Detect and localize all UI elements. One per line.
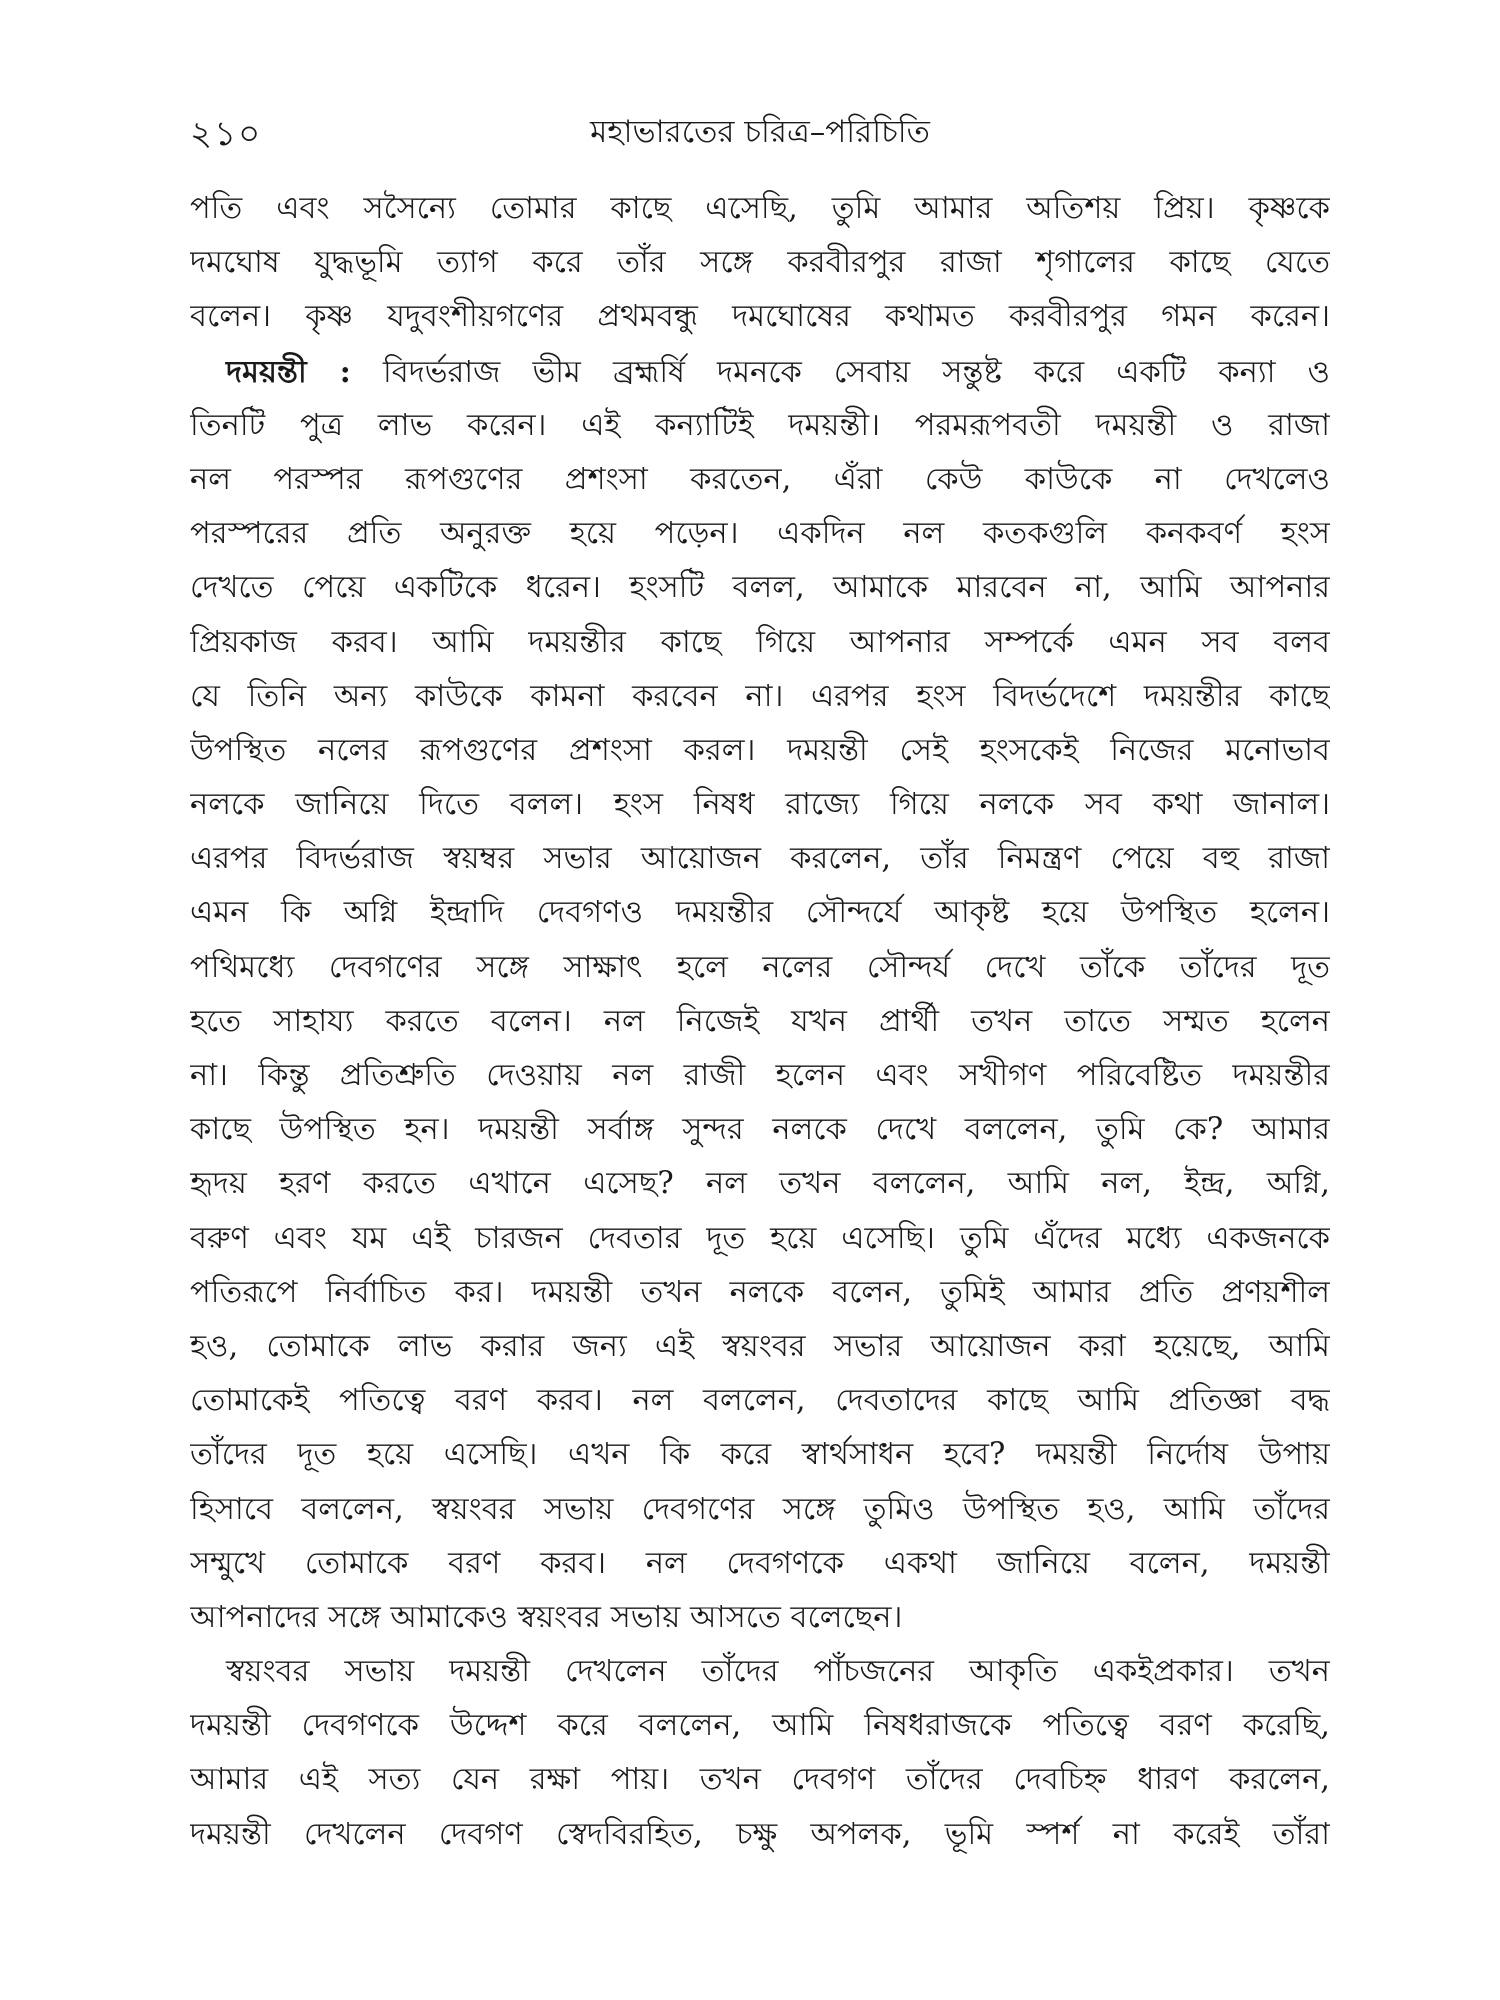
text-line: সম্মুখে তোমাকে বরণ করব। নল দেবগণকে একথা জানিয়ে বলেন, দময়ন্তী bbox=[190, 1545, 1330, 1581]
text-line: দেখতে পেয়ে একটিকে ধরেন। হংসটি বলল, আমাকে মারবেন না, আমি আপনার bbox=[190, 570, 1330, 606]
text-line: যে তিনি অন্য কাউকে কামনা করবেন না। এরপর হংস বিদর্ভদেশে দময়ন্তীর কাছে bbox=[190, 678, 1330, 714]
text-line-section-start bbox=[190, 345, 1330, 399]
body-text bbox=[190, 182, 1330, 1862]
text-line: প্রিয়কাজ করব। আমি দময়ন্তীর কাছে গিয়ে আপনার সম্পর্কে এমন সব বলব bbox=[190, 624, 1330, 660]
text-line: পরস্পরের প্রতি অনুরক্ত হয়ে পড়েন। একদিন নল কতকগুলি কনকবর্ণ হংস bbox=[190, 516, 1330, 552]
text-line: উপস্থিত নলের রূপগুণের প্রশংসা করল। দময়ন্তী সেই হংসকেই নিজের মনোভাব bbox=[190, 732, 1330, 768]
text-line: বরুণ এবং যম এই চারজন দেবতার দূত হয়ে এসেছি। তুমি এঁদের মধ্যে একজনকে bbox=[190, 1220, 1330, 1256]
text-line: না। কিন্তু প্রতিশ্রুতি দেওয়ায় নল রাজী হলেন এবং সখীগণ পরিবেষ্টিত দময়ন্তীর bbox=[190, 1058, 1330, 1093]
text-line: দময়ন্তী দেখলেন দেবগণ স্বেদবিরহিত, চক্ষু অপলক, ভূমি স্পর্শ না করেই তাঁরা bbox=[190, 1816, 1330, 1852]
text-line: এরপর বিদর্ভরাজ স্বয়ম্বর সভার আয়োজন করলেন, তাঁর নিমন্ত্রণ পেয়ে বহু রাজা bbox=[190, 841, 1330, 877]
text-line: হৃদয় হরণ করতে এখানে এসেছ? নল তখন বললেন, আমি নল, ইন্দ্র, অগ্নি, bbox=[190, 1166, 1330, 1202]
text-line: তিনটি পুত্র লাভ করেন। এই কন্যাটিই দময়ন্তী। পরমরূপবতী দময়ন্তী ও রাজা bbox=[190, 407, 1330, 443]
text-line: কাছে উপস্থিত হন। দময়ন্তী সর্বাঙ্গ সুন্দর নলকে দেখে বললেন, তুমি কে? আমার bbox=[190, 1112, 1330, 1148]
text-line: দমঘোষ যুদ্ধভূমি ত্যাগ করে তাঁর সঙ্গে করবীরপুর রাজা শৃগালের কাছে যেতে bbox=[190, 245, 1330, 281]
text-line: হিসাবে বললেন, স্বয়ংবর সভায় দেবগণের সঙ্গে তুমিও উপস্থিত হও, আমি তাঁদের bbox=[190, 1491, 1330, 1527]
page-header bbox=[190, 108, 1330, 158]
text-line: পতিরূপে নির্বাচিত কর। দময়ন্তী তখন নলকে বলেন, তুমিই আমার প্রতি প্রণয়শীল bbox=[190, 1274, 1330, 1310]
text-line: দময়ন্তী দেবগণকে উদ্দেশ করে বললেন, আমি নিষধরাজকে পতিত্বে বরণ করেছি, bbox=[190, 1708, 1330, 1744]
section-heading: দময়ন্তী : bbox=[226, 353, 351, 390]
text-line: বলেন। কৃষ্ণ যদুবংশীয়গণের প্রথমবন্ধু দমঘোষের কথামত করবীরপুর গমন করেন। bbox=[190, 299, 1330, 335]
page-number: ২১০ bbox=[190, 114, 263, 154]
text-line-content: বিদর্ভরাজ ভীম ব্রহ্মর্ষি দমনকে সেবায় সন্তুষ্ট করে একটি কন্যা ও bbox=[383, 354, 1330, 390]
text-line: পতি এবং সসৈন্যে তোমার কাছে এসেছি, তুমি আমার অতিশয় প্রিয়। কৃষ্ণকে bbox=[190, 191, 1330, 226]
text-line: পথিমধ্যে দেবগণের সঙ্গে সাক্ষাৎ হলে নলের সৌন্দর্য দেখে তাঁকে তাঁদের দূত bbox=[190, 949, 1330, 985]
text-line: হতে সাহায্য করতে বলেন। নল নিজেই যখন প্রার্থী তখন তাতে সম্মত হলেন bbox=[190, 1003, 1330, 1039]
text-line: এমন কি অগ্নি ইন্দ্রাদি দেবগণও দময়ন্তীর সৌন্দর্যে আকৃষ্ট হয়ে উপস্থিত হলেন। bbox=[190, 895, 1330, 931]
text-line: হও, তোমাকে লাভ করার জন্য এই স্বয়ংবর সভার আয়োজন করা হয়েছে, আমি bbox=[190, 1328, 1330, 1364]
text-line-paragraph-end: আপনাদের সঙ্গে আমাকেও স্বয়ংবর সভায় আসতে বলেছেন। bbox=[190, 1599, 903, 1635]
text-line: নল পরস্পর রূপগুণের প্রশংসা করতেন, এঁরা কেউ কাউকে না দেখলেও bbox=[190, 461, 1330, 497]
text-line-paragraph-start: স্বয়ংবর সভায় দময়ন্তী দেখলেন তাঁদের পাঁচজনের আকৃতি একইপ্রকার। তখন bbox=[226, 1654, 1330, 1690]
running-title: মহাভারতের চরিত্র–পরিচিতি bbox=[590, 114, 930, 150]
text-line: তাঁদের দূত হয়ে এসেছি। এখন কি করে স্বার্থসাধন হবে? দময়ন্তী নির্দোষ উপায় bbox=[190, 1437, 1330, 1473]
text-line: নলকে জানিয়ে দিতে বলল। হংস নিষধ রাজ্যে গিয়ে নলকে সব কথা জানাল। bbox=[190, 787, 1330, 823]
text-line: তোমাকেই পতিত্বে বরণ করব। নল বললেন, দেবতাদের কাছে আমি প্রতিজ্ঞা বদ্ধ bbox=[190, 1383, 1330, 1419]
text-line: আমার এই সত্য যেন রক্ষা পায়। তখন দেবগণ তাঁদের দেবচিহ্ন ধারণ করলেন, bbox=[190, 1762, 1330, 1798]
